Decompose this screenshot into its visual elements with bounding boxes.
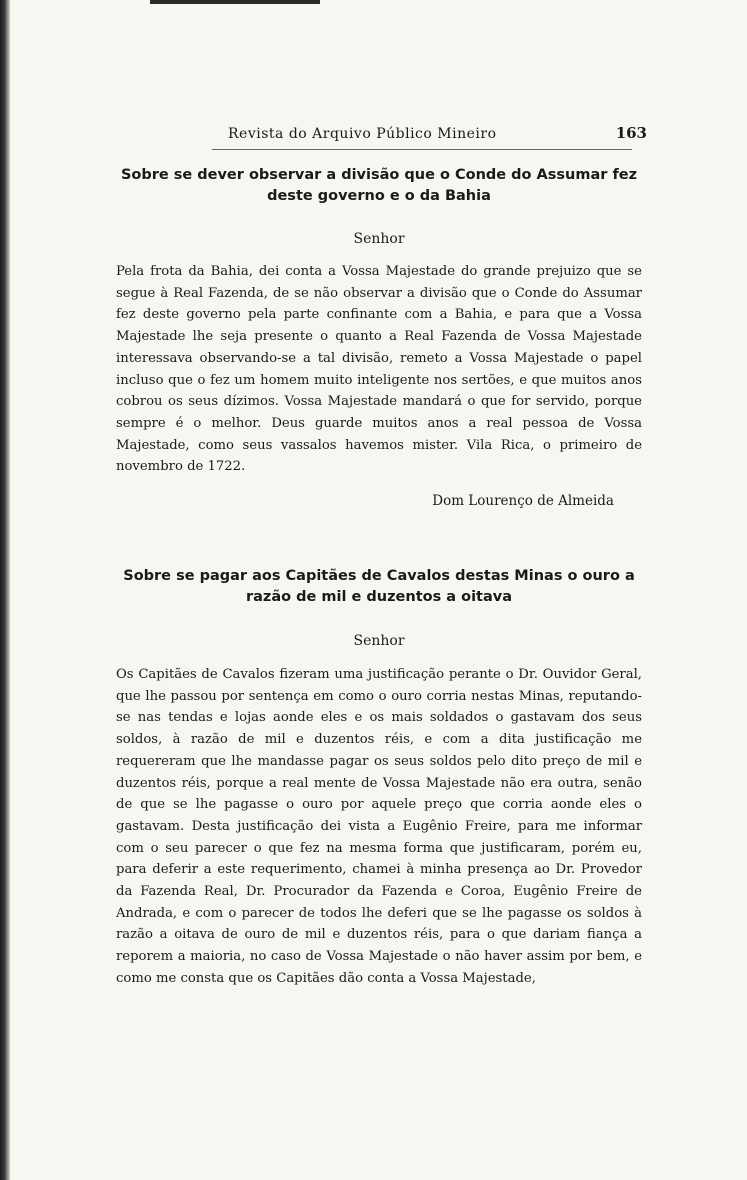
- letter-body: Pela frota da Bahia, dei conta a Vossa Majestade do grande prejuizo que se segue à Real Fazenda, de se não observar a divisão que o Conde do Assumar fez deste governo pela parte confinante com a Bahia, e para que a Vossa Majestade lhe seja presente o quanto a Real Fazenda de Vossa Majestade interessava observando-se a tal divisão, remeto a Vossa Majestade o papel incluso que o fez um homem muito inteligente nos sertões, e que muitos anos cobrou os seus dízimos. Vossa Majestade mandará o que for servido, porque sempre é o melhor. Deus guarde muitos anos a real pessoa de Vossa Majestade, como seus vassalos havemos mister. Vila Rica, o primeiro de novembro de 1722.: [116, 264, 642, 475]
- top-edge-mark: [150, 0, 320, 4]
- salutation: Senhor: [353, 231, 405, 247]
- letter-section-1: [116, 165, 642, 509]
- section-title: Sobre se dever observar a divisão que o Conde do Assumar fez deste governo e o da Bahia: [120, 167, 638, 204]
- salutation: Senhor: [353, 633, 405, 649]
- running-title: Revista do Arquivo Público Mineiro: [228, 126, 497, 142]
- letter-body: Os Capitães de Cavalos fizeram uma justificação perante o Dr. Ouvidor Geral, que lhe passou por sentença em como o ouro corria nestas Minas, reputando-se nas tendas e lojas aonde eles e os mais soldados o gastavam dos seus soldos, à razão de mil e duzentos réis, e com a dita justificação me requereram que lhe mandasse pagar os seus soldos pelo dito preço de mil e duzentos réis, porque a real mente de Vossa Majestade não era outra, senão de que se lhe pagasse o ouro por aquele preço que corria aonde eles o gastavam. Desta justificação dei vista a Eugênio Freire, para me informar com o seu parecer o que fez na mesma forma que justificaram, porém eu, para deferir a este requerimento, chamei à minha presença ao Dr. Provedor da Fazenda Real, Dr. Procurador da Fazenda e Coroa, Eugênio Freire de Andrada, e com o parecer de todos lhe deferi que se lhe pagasse os soldos à razão a oitava de ouro de mil e duzentos réis, para o que dariam fiança a reporem a maioria, no caso de Vossa Majestade o não haver assim por bem, e como me consta que os Capitães dão conta a Vossa Majestade,: [116, 667, 642, 986]
- book-spine-shadow: [0, 0, 10, 1180]
- page-number: 163: [615, 124, 647, 142]
- signature: Dom Lourenço de Almeida: [432, 493, 614, 510]
- letter-section-2: [116, 566, 642, 990]
- header-rule: [212, 149, 632, 150]
- section-title: Sobre se pagar aos Capitães de Cavalos destas Minas o ouro a razão de mil e duzentos a oitava: [123, 568, 635, 605]
- page-header: [116, 124, 647, 142]
